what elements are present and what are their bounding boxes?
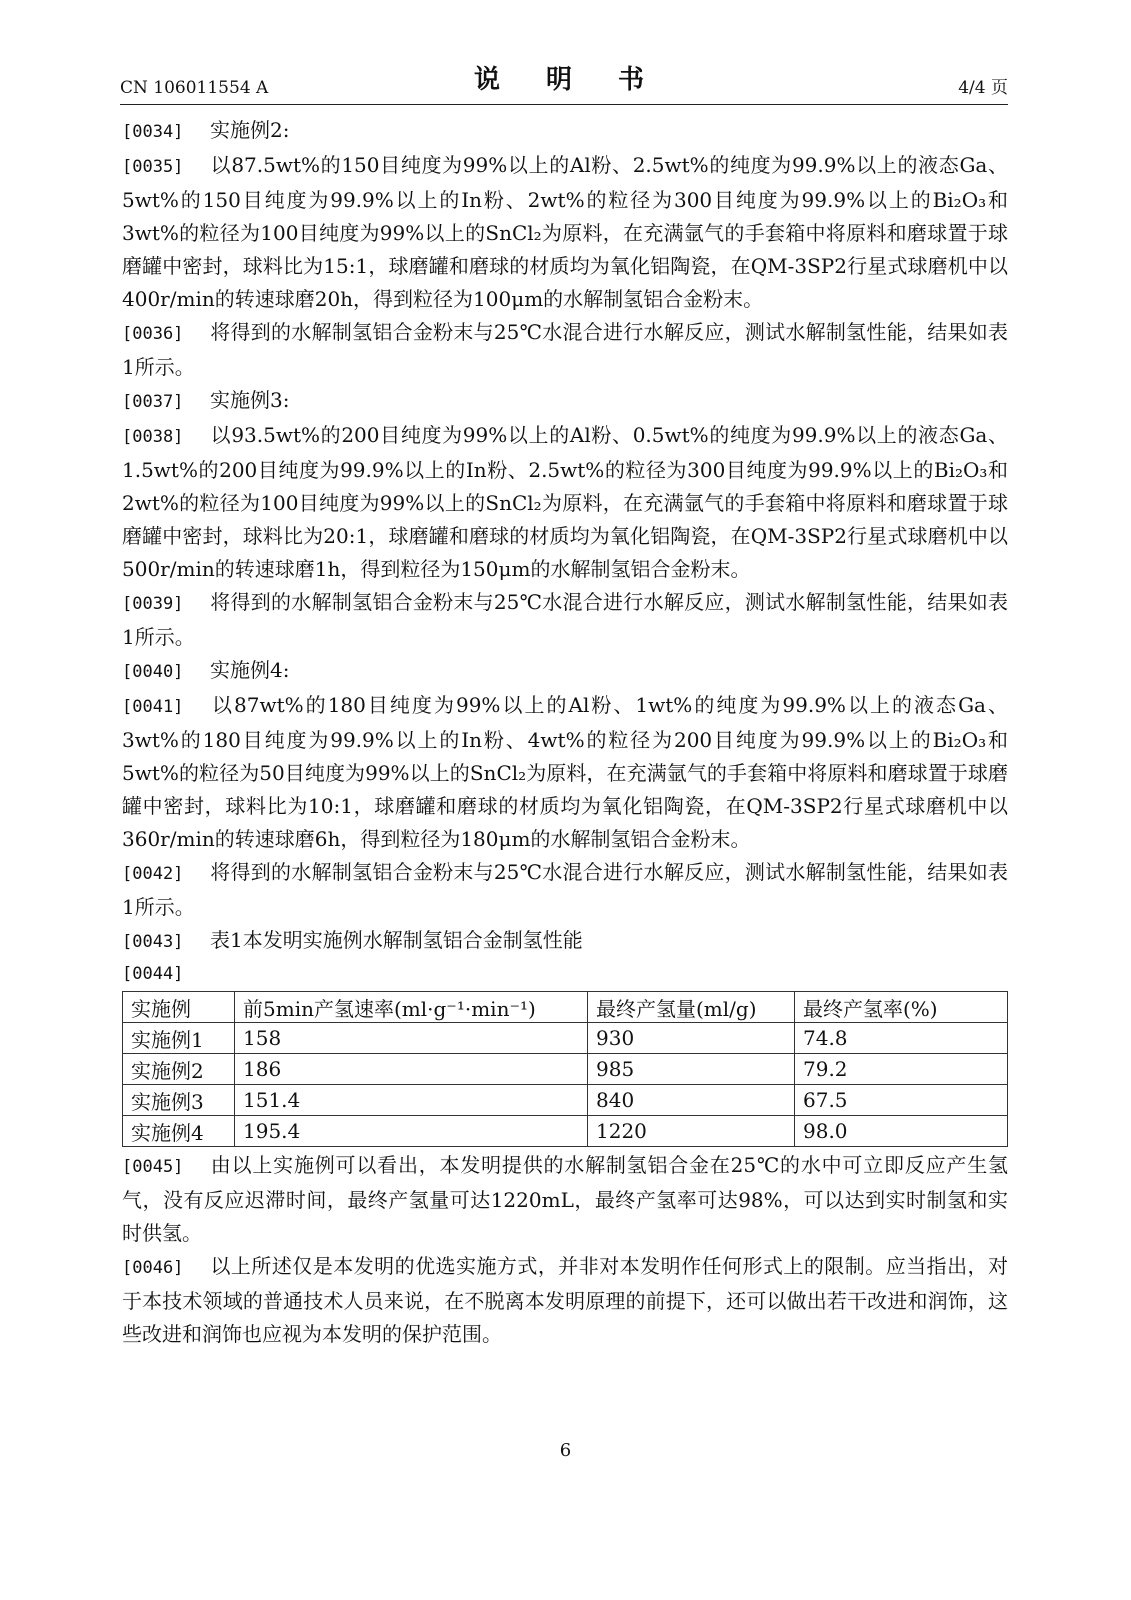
paragraph-text: 由以上实施例可以看出，本发明提供的水解制氢铝合金在25℃的水中可立即反应产生氢气，没有反应迟滞时间，最终产氢量可达1220mL，最终产氢率可达98%，可以达到实时制氢和实时供氢。: [122, 1153, 1008, 1245]
table-header-cell: 最终产氢率(%): [795, 992, 1008, 1023]
paragraph-number: [0034]: [122, 122, 184, 142]
page-indicator: 4/4 页: [958, 78, 1008, 98]
table-row: [123, 1023, 1008, 1054]
table-cell: 158: [235, 1023, 588, 1054]
paragraph-number: [0042]: [122, 864, 184, 884]
paragraph-text: 将得到的水解制氢铝合金粉末与25℃水混合进行水解反应，测试水解制氢性能，结果如表1所示。: [122, 860, 1008, 919]
paragraph-number: [0035]: [122, 157, 184, 177]
table-caption: [122, 924, 1008, 959]
results-table: [122, 991, 1008, 1147]
paragraph-text: 以87wt%的180目纯度为99%以上的Al粉、1wt%的纯度为99.9%以上的液态Ga、3wt%的180目纯度为99.9%以上的In粉、4wt%的粒径为200目纯度为99.9%以上的Bi₂O₃和5wt%的粒径为50目纯度为99%以上的SnCl₂为原料，在充满氩气的手套箱中将原料和磨球置于球磨罐中密封，球料比为10:1，球磨罐和磨球的材质均为氧化铝陶瓷，在QM-3SP2行星式球磨机中以360r/min的转速球磨6h，得到粒径为180μm的水解制氢铝合金粉末。: [122, 693, 1008, 851]
paragraph-text: 实施例3:: [210, 388, 290, 412]
paragraph-number: [0037]: [122, 392, 184, 412]
table-cell: 930: [588, 1023, 795, 1054]
paragraph-text: 将得到的水解制氢铝合金粉末与25℃水混合进行水解反应，测试水解制氢性能，结果如表1所示。: [122, 320, 1008, 379]
paragraph: [122, 419, 1008, 586]
paragraph: [122, 654, 1008, 689]
document-title: 说 明 书: [473, 65, 654, 95]
paragraph-text: 实施例4:: [210, 658, 290, 682]
paragraph-number: [0038]: [122, 427, 184, 447]
table-cell: 195.4: [235, 1116, 588, 1147]
paragraph: [122, 384, 1008, 419]
table-header-row: [123, 992, 1008, 1023]
table-cell: 实施例4: [123, 1116, 235, 1147]
paragraph-text: 表1本发明实施例水解制氢铝合金制氢性能: [210, 928, 583, 952]
table-cell: 实施例3: [123, 1085, 235, 1116]
paragraph: [122, 114, 1008, 149]
paragraph: [122, 856, 1008, 924]
paragraph: [122, 1250, 1008, 1351]
table-cell: 67.5: [795, 1085, 1008, 1116]
table-cell: 实施例1: [123, 1023, 235, 1054]
table-cell: 151.4: [235, 1085, 588, 1116]
paragraph-number: [0043]: [122, 932, 184, 952]
table-header-cell: 实施例: [123, 992, 235, 1023]
paragraph-text: 以93.5wt%的200目纯度为99%以上的Al粉、0.5wt%的纯度为99.9%以上的液态Ga、1.5wt%的200目纯度为99.9%以上的In粉、2.5wt%的粒径为300目纯度为99.9%以上的Bi₂O₃和2wt%的粒径为100目纯度为99%以上的SnCl₂为原料，在充满氩气的手套箱中将原料和磨球置于球磨罐中密封，球料比为20:1，球磨罐和磨球的材质均为氧化铝陶瓷，在QM-3SP2行星式球磨机中以500r/min的转速球磨1h，得到粒径为150μm的水解制氢铝合金粉末。: [122, 423, 1008, 581]
paragraph: [122, 689, 1008, 856]
table-row: [123, 1085, 1008, 1116]
paragraph: [122, 149, 1008, 316]
table-cell: 79.2: [795, 1054, 1008, 1085]
table-cell: 840: [588, 1085, 795, 1116]
page-header: [120, 62, 1008, 105]
paragraph-text: 将得到的水解制氢铝合金粉末与25℃水混合进行水解反应，测试水解制氢性能，结果如表1所示。: [122, 590, 1008, 649]
paragraph-text: 以87.5wt%的150目纯度为99%以上的Al粉、2.5wt%的纯度为99.9%以上的液态Ga、5wt%的150目纯度为99.9%以上的In粉、2wt%的粒径为300目纯度为99.9%以上的Bi₂O₃和3wt%的粒径为100目纯度为99%以上的SnCl₂为原料，在充满氩气的手套箱中将原料和磨球置于球磨罐中密封，球料比为15:1，球磨罐和磨球的材质均为氧化铝陶瓷，在QM-3SP2行星式球磨机中以400r/min的转速球磨20h，得到粒径为100μm的水解制氢铝合金粉末。: [122, 153, 1008, 311]
paragraph: [122, 1149, 1008, 1250]
page-number: 6: [559, 1440, 572, 1461]
table-paragraph-number: [0044]: [122, 964, 184, 984]
paragraph: [122, 316, 1008, 384]
table-row: [123, 1054, 1008, 1085]
paragraph-number: [0041]: [122, 697, 184, 717]
paragraph-number: [0039]: [122, 594, 184, 614]
table-cell: 98.0: [795, 1116, 1008, 1147]
paragraph-text: 以上所述仅是本发明的优选实施方式，并非对本发明作任何形式上的限制。应当指出，对于本技术领域的普通技术人员来说，在不脱离本发明原理的前提下，还可以做出若干改进和润饰，这些改进和润饰也应视为本发明的保护范围。: [122, 1254, 1008, 1346]
table-cell: 1220: [588, 1116, 795, 1147]
publication-number: CN 106011554 A: [120, 78, 269, 98]
document-body: [122, 114, 1008, 1351]
table-cell: 实施例2: [123, 1054, 235, 1085]
table-cell: 74.8: [795, 1023, 1008, 1054]
paragraph-number: [0040]: [122, 662, 184, 682]
table-cell: 985: [588, 1054, 795, 1085]
paragraph-number: [0045]: [122, 1157, 184, 1177]
paragraph-number: [0046]: [122, 1258, 184, 1278]
paragraph-number: [0036]: [122, 324, 184, 344]
paragraph: [122, 586, 1008, 654]
table-header-cell: 前5min产氢速率(ml·g⁻¹·min⁻¹): [235, 992, 588, 1023]
table-row: [123, 1116, 1008, 1147]
table-cell: 186: [235, 1054, 588, 1085]
table-header-cell: 最终产氢量(ml/g): [588, 992, 795, 1023]
paragraph-text: 实施例2:: [210, 118, 290, 142]
